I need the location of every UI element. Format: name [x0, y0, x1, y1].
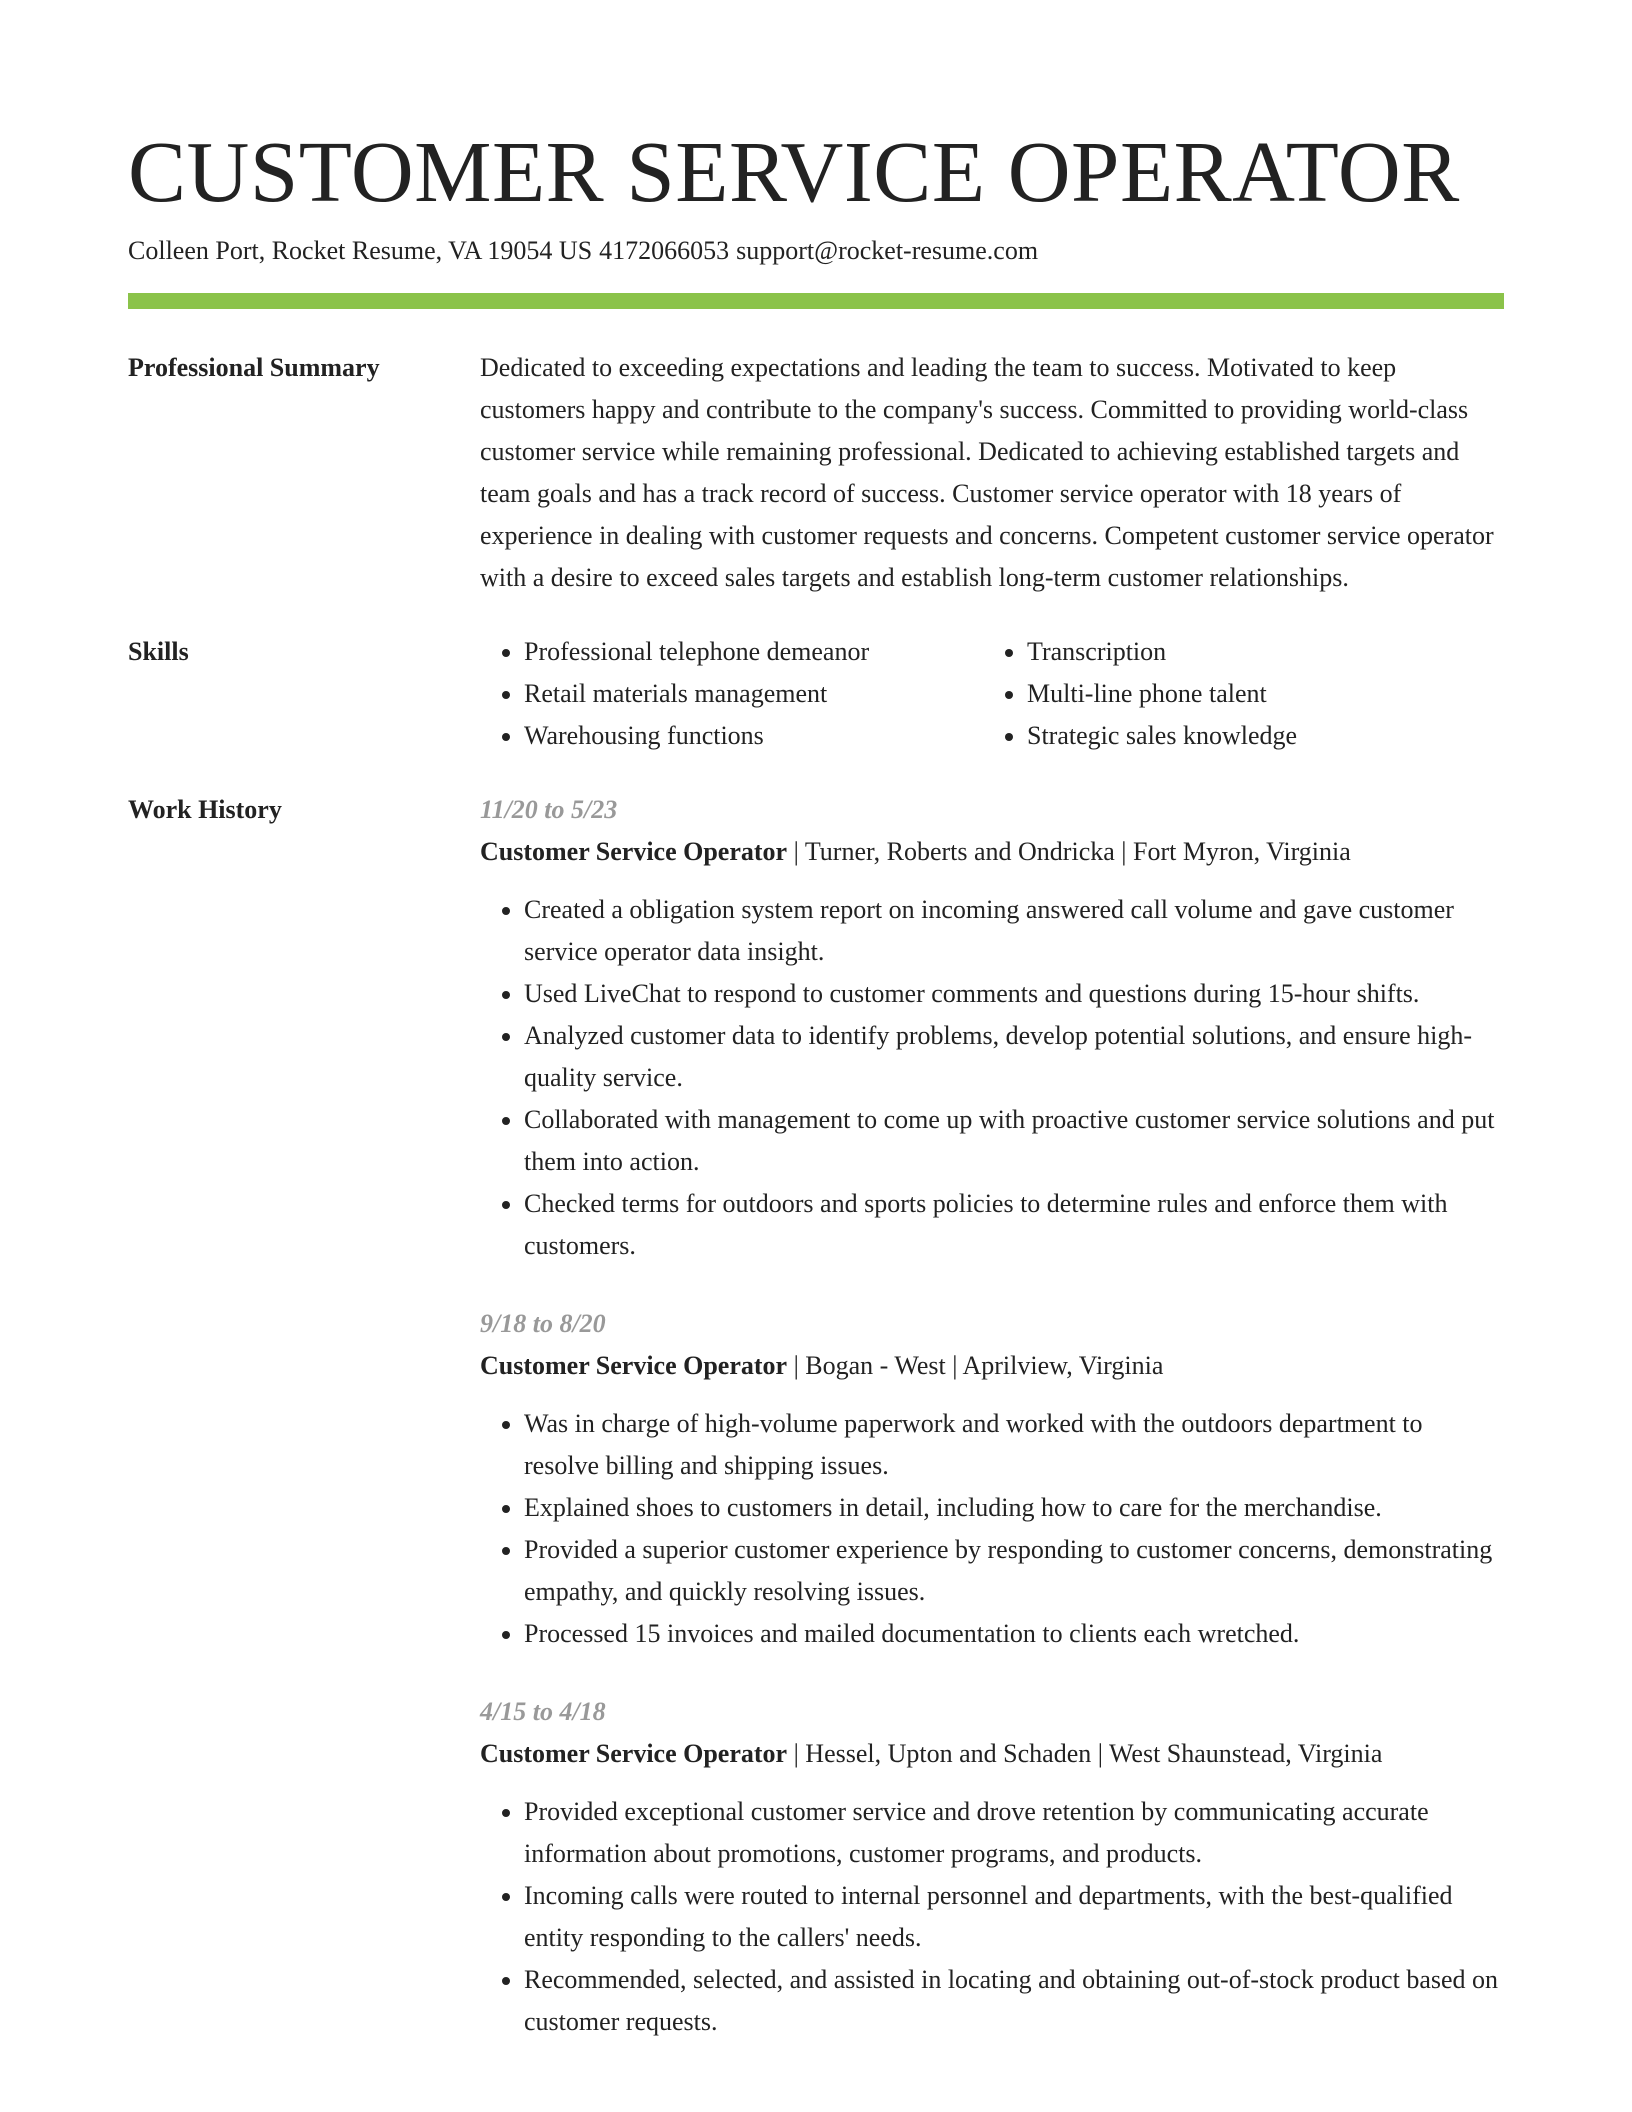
- job-bullet: • Analyzed customer data to identify problems, develop potential solutions, and ensure high-quality service.: [524, 1015, 1504, 1099]
- resume-page: [128, 0, 1504, 2079]
- skills-list-right: [983, 631, 1486, 757]
- job-heading: [480, 1345, 1504, 1387]
- skill-item: • Professional telephone demeanor: [524, 631, 983, 673]
- summary-text: Dedicated to exceeding expectations and leading the team to success. Motivated to keep customers happy and contribute to the company's success. Committed to providing world-class customer service while remaining professional. Dedicated to achieving established targets and team goals and has a track record of success. Customer service operator with 18 years of experience in dealing with customer requests and concerns. Competent customer service operator with a desire to exceed sales targets and establish long-term customer relationships.: [480, 353, 1494, 592]
- job-bullet-list: [480, 889, 1504, 1267]
- job-bullet: • Recommended, selected, and assisted in locating and obtaining out-of-stock product based on customer requests.: [524, 1959, 1504, 2043]
- skills-section: [128, 631, 1504, 757]
- skill-item: • Strategic sales knowledge: [1027, 715, 1486, 757]
- job-bullet: • Collaborated with management to come up with proactive customer service solutions and put them into action.: [524, 1099, 1504, 1183]
- job-details: | Bogan - West | Aprilview, Virginia: [787, 1351, 1164, 1380]
- skill-item: • Transcription: [1027, 631, 1486, 673]
- job-details: | Hessel, Upton and Schaden | West Shaunstead, Virginia: [787, 1739, 1383, 1768]
- header-divider: [128, 293, 1504, 309]
- resume-title: CUSTOMER SERVICE OPERATOR: [128, 123, 1460, 220]
- contact-phone: 4172066053: [599, 236, 730, 265]
- job-bullet: • Was in charge of high-volume paperwork and worked with the outdoors department to resolve billing and shipping issues.: [524, 1403, 1504, 1487]
- job-dates: 11/20 to 5/23: [480, 795, 618, 824]
- job-entry: [480, 1691, 1504, 2043]
- job-details: | Turner, Roberts and Ondricka | Fort Myron, Virginia: [787, 837, 1351, 866]
- job-entry: [480, 1303, 1504, 1655]
- job-dates: 4/15 to 4/18: [480, 1697, 606, 1726]
- summary-section: [128, 347, 1504, 599]
- job-bullet: • Checked terms for outdoors and sports policies to determine rules and enforce them with customers.: [524, 1183, 1504, 1267]
- job-dates: 9/18 to 8/20: [480, 1309, 606, 1338]
- job-bullet: • Provided a superior customer experience by responding to customer concerns, demonstrating empathy, and quickly resolving issues.: [524, 1529, 1504, 1613]
- skills-list-left: [480, 631, 983, 757]
- contact-email: support@rocket-resume.com: [736, 236, 1039, 265]
- job-bullet: • Processed 15 invoices and mailed documentation to clients each wretched.: [524, 1613, 1504, 1655]
- work-history-section: [128, 789, 1504, 2079]
- job-bullet: • Provided exceptional customer service and drove retention by communicating accurate information about promotions, customer programs, and products.: [524, 1791, 1504, 1875]
- job-bullet: • Explained shoes to customers in detail, including how to care for the merchandise.: [524, 1487, 1504, 1529]
- job-title: Customer Service Operator: [480, 837, 788, 866]
- skills-heading: Skills: [128, 637, 189, 666]
- job-title: Customer Service Operator: [480, 1739, 788, 1768]
- job-heading: [480, 831, 1504, 873]
- skill-item: • Retail materials management: [524, 673, 983, 715]
- job-bullet-list: [480, 1403, 1504, 1655]
- summary-heading: Professional Summary: [128, 353, 380, 382]
- work-history-heading: Work History: [128, 795, 282, 824]
- job-bullet: • Used LiveChat to respond to customer comments and questions during 15-hour shifts.: [524, 973, 1504, 1015]
- job-bullet-list: [480, 1791, 1504, 2043]
- job-bullet: • Incoming calls were routed to internal personnel and departments, with the best-qualified entity responding to the callers' needs.: [524, 1875, 1504, 1959]
- job-title: Customer Service Operator: [480, 1351, 788, 1380]
- skill-item: • Warehousing functions: [524, 715, 983, 757]
- job-bullet: • Created a obligation system report on incoming answered call volume and gave customer service operator data insight.: [524, 889, 1504, 973]
- contact-line: [128, 234, 1504, 268]
- job-entry: [480, 789, 1504, 1267]
- contact-address: Colleen Port, Rocket Resume, VA 19054 US: [128, 236, 593, 265]
- job-heading: [480, 1733, 1504, 1775]
- skill-item: • Multi-line phone talent: [1027, 673, 1486, 715]
